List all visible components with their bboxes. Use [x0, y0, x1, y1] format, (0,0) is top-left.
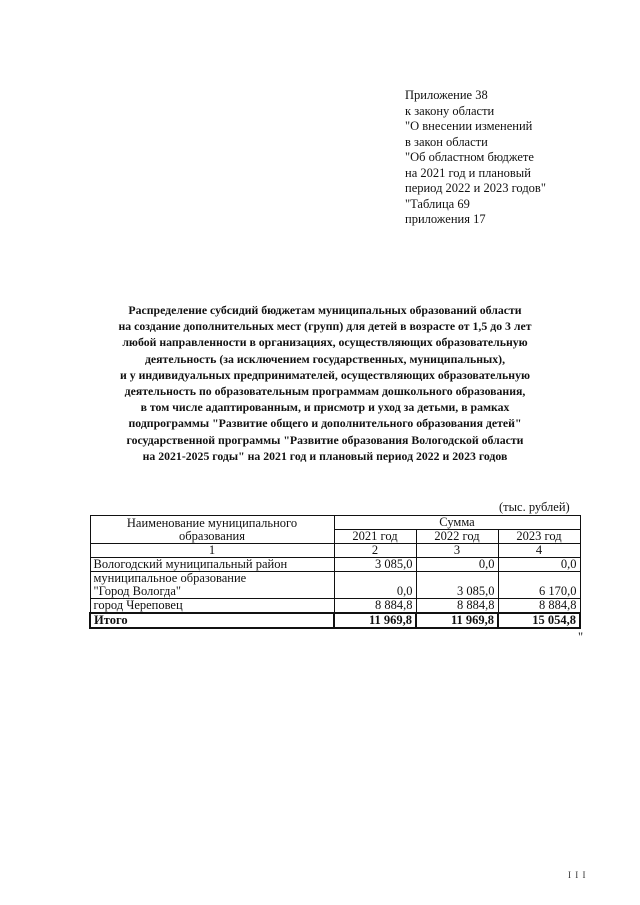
column-number-row — [90, 544, 580, 558]
header-name-cell — [90, 516, 334, 544]
total-label-cell: Итого — [90, 613, 334, 628]
header-year-cell: 2023 год — [498, 530, 580, 544]
value-cell: 3 085,0 — [416, 572, 498, 599]
header-row — [90, 516, 580, 530]
appendix-line: Приложение 38 — [405, 88, 488, 102]
municipality-name-line: "Город Вологда" — [93, 584, 182, 598]
header-name-line: образования — [179, 528, 245, 543]
appendix-line: "О внесении изменений — [405, 119, 533, 133]
column-number-cell: 2 — [334, 544, 416, 558]
title-line: и у индивидуальных предпринимателей, осуществляющих образовательную — [119, 367, 530, 382]
title-line: подпрограммы "Развитие общего и дополнительного образования детей" — [128, 416, 522, 431]
title-line: государственной программы "Развитие образования Вологодской области — [126, 432, 524, 447]
title-line: на создание дополнительных мест (групп) для детей в возрасте от 1,5 до 3 лет — [118, 319, 532, 334]
municipality-name-cell — [90, 558, 334, 572]
appendix-reference — [405, 88, 546, 228]
subsidy-table — [89, 515, 581, 629]
value-cell: 0,0 — [334, 572, 416, 599]
column-number-cell: 1 — [90, 544, 334, 558]
header-name-line: Наименование муниципального — [126, 515, 298, 530]
appendix-line: "Таблица 69 — [405, 196, 470, 211]
page-marks: I I I — [568, 870, 587, 880]
municipality-name-line: Вологодский муниципальный район — [93, 557, 288, 571]
title-line: деятельность по образовательным программам дошкольного образования, — [124, 384, 526, 399]
appendix-line: на 2021 год и плановый — [405, 165, 531, 180]
appendix-line: период 2022 и 2023 годов" — [405, 181, 546, 195]
column-number-cell: 3 — [416, 544, 498, 558]
municipality-name-cell — [90, 572, 334, 599]
value-cell: 6 170,0 — [498, 572, 580, 599]
title-line: в том числе адаптированным, и присмотр и уход за детьми, в рамках — [140, 400, 510, 415]
header-year-cell: 2021 год — [334, 530, 416, 544]
value-cell: 0,0 — [416, 558, 498, 572]
municipality-name-cell — [90, 599, 334, 614]
table-row — [90, 572, 580, 599]
total-value-cell: 11 969,8 — [334, 613, 416, 628]
appendix-line: в закон области — [405, 134, 488, 149]
title-line: Распределение субсидий бюджетам муниципальных образований области — [128, 303, 522, 317]
value-cell: 8 884,8 — [416, 599, 498, 614]
title-line: деятельность (за исключением государственных, муниципальных), — [144, 351, 506, 366]
closing-quote: " — [578, 630, 584, 644]
title-line: любой направленности в организациях, осуществляющих образовательную — [122, 335, 528, 350]
municipality-name-line: город Череповец — [93, 598, 183, 612]
table-row — [90, 599, 580, 614]
header-sum-cell: Сумма — [334, 516, 580, 530]
total-value-cell: 11 969,8 — [416, 613, 498, 628]
appendix-line: приложения 17 — [405, 212, 486, 226]
value-cell: 8 884,8 — [498, 599, 580, 614]
units-label: (тыс. рублей) — [499, 500, 570, 514]
title-line: на 2021-2025 годы" на 2021 год и плановый период 2022 и 2023 годов — [142, 448, 508, 463]
value-cell: 3 085,0 — [334, 558, 416, 572]
header-year-cell: 2022 год — [416, 530, 498, 544]
document-title — [80, 302, 570, 464]
table-row — [90, 558, 580, 572]
municipality-name-line: муниципальное образование — [93, 571, 247, 585]
total-row — [90, 613, 580, 628]
appendix-line: к закону области — [405, 103, 495, 118]
appendix-line: "Об областном бюджете — [405, 150, 534, 164]
total-value-cell: 15 054,8 — [498, 613, 580, 628]
value-cell: 0,0 — [498, 558, 580, 572]
value-cell: 8 884,8 — [334, 599, 416, 614]
column-number-cell: 4 — [498, 544, 580, 558]
